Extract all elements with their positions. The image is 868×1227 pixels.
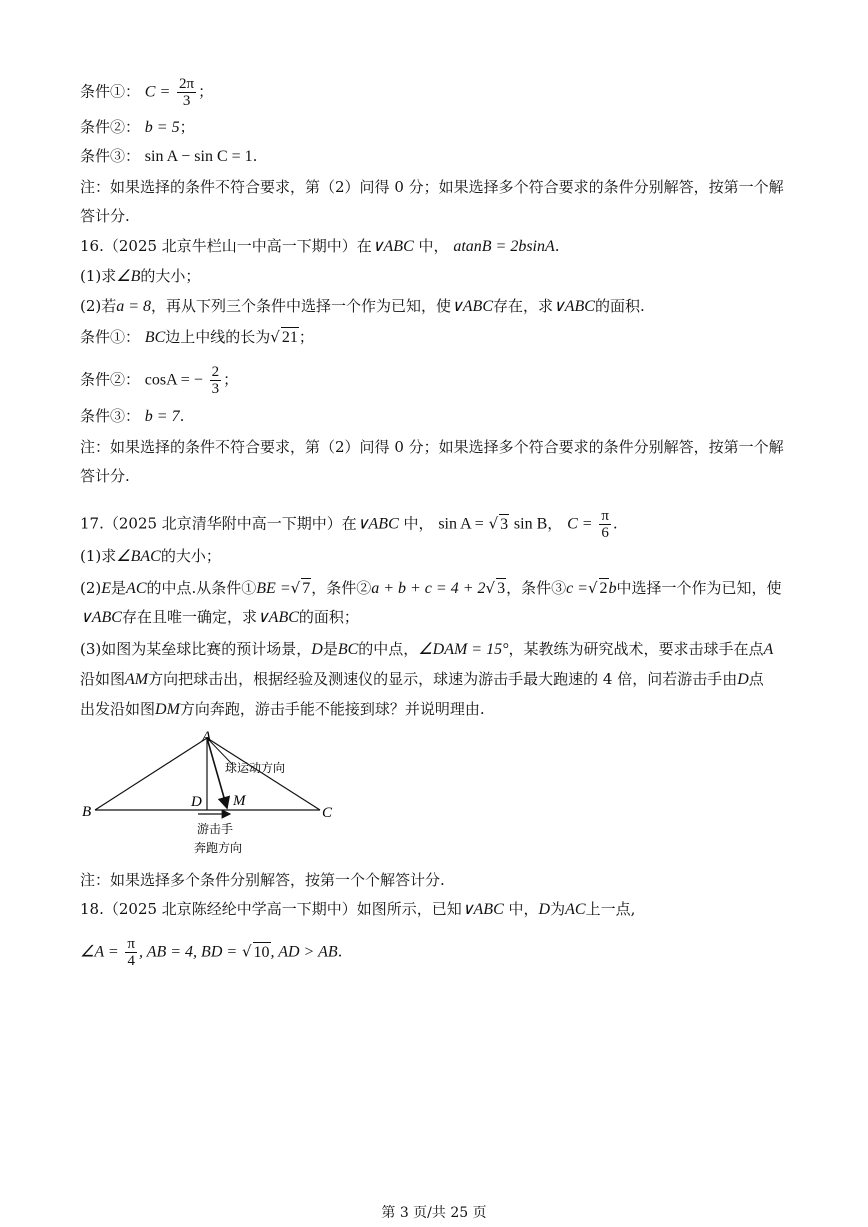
q17-intro: 17.（2025 北京清华附中高一下期中）在∨ABC 中， sin A = √ 3 sin B， C = $\frac{\pi}{6}$ . [80,508,618,541]
ball-direction-label: 球运动方向 [225,761,286,775]
sqrt-sign: √ [488,514,499,533]
q15-condition-2: 条件②： b = 5； [80,118,195,136]
q17-part-2-line-2: ∨ABC存在且唯一确定，求∨ABC的面积； [80,608,359,626]
sqrt-sign: √ [587,579,598,597]
sqrt-sign: √ [290,579,301,597]
page-footer: 第 3 页/共 25 页 [381,1205,487,1221]
q16-condition-1: 条件①： BC边上中线的长为√ 21； [80,328,314,346]
label-m: M [233,793,246,809]
q17-part-2-line-1: (2)E是AC的中点.从条件①BE =√ 7，条件②a + b + c = 4 + 2√ 3，条件③c =√ 2b中选择一个作为已知，使 [80,579,782,597]
q16-condition-2: 条件②： cosA = − $\frac{2}{3}$ ； [80,364,239,397]
q16-note-line-1: 注：如果选择的条件不符合要求，第（2）问得 0 分；如果选择多个符合要求的条件分别解答，按第一个解 [80,438,784,456]
fraction: $\frac{\pi}{4}$ [127,936,135,969]
q15-note-line-1: 注：如果选择的条件不符合要求，第（2）问得 0 分；如果选择多个符合要求的条件分别解答，按第一个解 [80,178,784,196]
label-c: C [322,805,333,821]
q17-note: 注：如果选择多个条件分别解答，按第一个个解答计分. [80,871,445,889]
label-b: B [82,804,92,820]
q16-note-line-2: 答计分. [80,467,130,485]
fraction: $\frac{2\pi}{3}$ [179,76,195,109]
q16-intro: 16.（2025 北京牛栏山一中高一下期中）在∨ABC 中， atanB = 2bsinA. [80,237,560,255]
q15-note-line-2: 答计分. [80,207,130,225]
q18-intro: 18.（2025 北京陈经纶中学高一下期中）如图所示，已知∨ABC 中，D为AC上一点, [80,900,636,918]
q17-part-3-line-3: 出发沿如图DM方向奔跑，游击手能不能接到球？并说明理由. [80,700,485,718]
baseball-field-figure [80,728,350,860]
q16-part-2: (2)若a = 8，再从下列三个条件中选择一个作为已知，使∨ABC存在，求∨ABC的面积. [80,297,645,315]
q17-part-3-line-1: (3)如图为某垒球比赛的预计场景，D是BC的中点，∠DAM = 15°，某教练为研究战术，要求击球手在点A [80,640,774,658]
q18-given: ∠A = $\frac{\pi}{4}$ , AB = 4, BD = √ 10, AD > AB. [80,936,343,969]
runner-label-1: 游击手 [197,822,234,836]
label-a: A [202,729,212,745]
fraction: $\frac{\pi}{6}$ [601,508,609,541]
runner-label-2: 奔跑方向 [194,841,243,855]
q16-part-1: (1)求∠B的大小； [80,267,201,285]
q15-condition-3: 条件③： sin A − sin C = 1. [80,147,258,165]
sqrt-sign: √ [270,328,280,346]
sqrt-sign: √ [241,942,252,961]
label-d: D [191,794,202,810]
q17-part-3-line-2: 沿如图AM方向把球击出，根据经验及测速仪的显示，球速为游击手最大跑速的 4 倍，问若游击手由D点 [80,670,764,688]
sqrt-sign: √ [485,579,496,597]
q15-condition-1: 条件①： C = $\frac{2\pi}{3}$ ； [80,76,214,109]
q17-part-1: (1)求∠BAC的大小； [80,547,221,565]
fraction: $\frac{2}{3}$ [211,364,220,397]
q16-condition-3: 条件③： b = 7. [80,407,185,425]
